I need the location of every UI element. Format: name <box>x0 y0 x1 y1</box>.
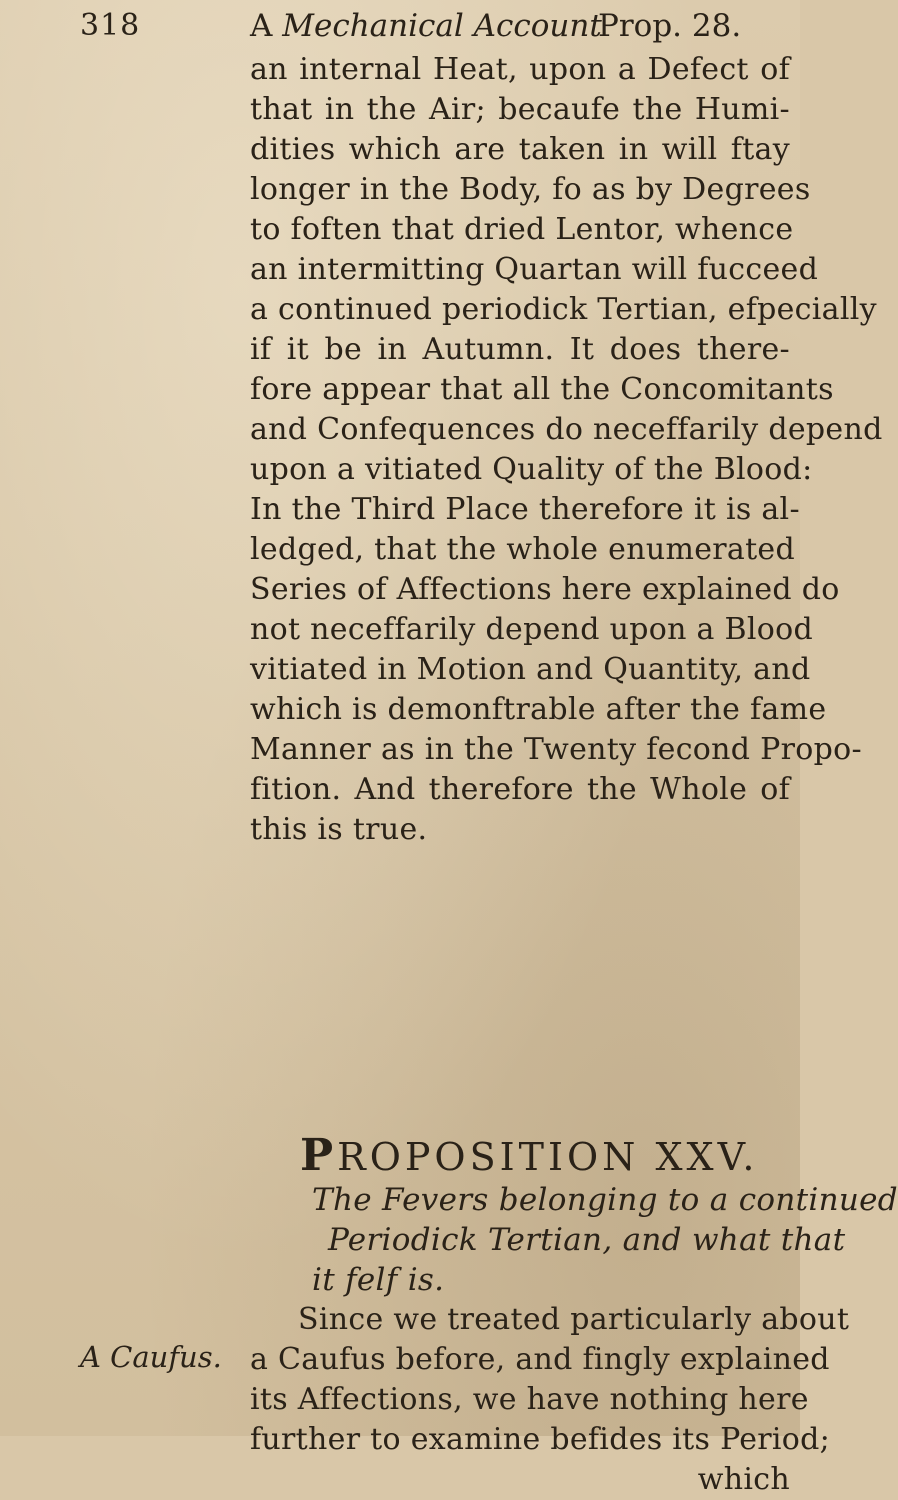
text-line: that in the Air; becaufe the Humi- <box>250 92 790 127</box>
text-line: dities which are taken in will ftay <box>250 132 790 167</box>
text-line: Since we treated particularly about <box>298 1302 850 1337</box>
text-line: In the Third Place therefore it is al- <box>250 492 800 527</box>
text-line: fition. And therefore the Whole of <box>250 772 790 807</box>
main-text-block <box>250 50 883 850</box>
subtitle-line: it felf is. <box>312 1262 445 1298</box>
text-line: Manner as in the Twenty fecond Propo- <box>250 732 862 767</box>
text-line: fore appear that all the Concomitants <box>250 372 834 407</box>
text-line: ledged, that the whole enumerated <box>250 532 795 567</box>
proposition-word: ROPOSITION <box>337 1135 640 1179</box>
text-line: Series of Affections here explained do <box>250 572 840 607</box>
proposition-reference: Prop. 28. <box>598 8 742 44</box>
proposition-initial: P <box>300 1130 338 1181</box>
text-line: a continued periodick Tertian, efpecially <box>250 292 877 327</box>
subtitle-line: The Fevers belonging to a continued <box>312 1182 898 1218</box>
subtitle-line: Periodick Tertian, and what that <box>328 1222 846 1258</box>
text-line: and Confequences do neceffarily depend <box>250 412 883 447</box>
text-line: further to examine befides its Period; <box>250 1422 831 1457</box>
text-line: upon a vitiated Quality of the Blood: <box>250 452 813 487</box>
catchword: which <box>697 1462 790 1497</box>
text-line: longer in the Body, fo as by Degrees <box>250 172 811 207</box>
text-line: if it be in Autumn. It does there- <box>250 332 790 367</box>
proposition-body <box>250 1300 850 1500</box>
running-head <box>250 8 602 44</box>
proposition-numeral: XXV. <box>655 1135 759 1179</box>
text-line: which is demonftrable after the fame <box>250 692 827 727</box>
running-head-lead: A <box>250 8 273 44</box>
text-line: an intermitting Quartan will fucceed <box>250 252 819 287</box>
text-line: a Caufus before, and fingly explained <box>250 1342 830 1377</box>
text-line: to foften that dried Lentor, whence <box>250 212 794 247</box>
text-line: not neceffarily depend upon a Blood <box>250 612 814 647</box>
page-number: 318 <box>80 8 141 43</box>
text-line: vitiated in Motion and Quantity, and <box>250 652 811 687</box>
text-line: its Affections, we have nothing here <box>250 1382 809 1417</box>
proposition-subtitle <box>290 1180 898 1300</box>
text-line: this is true. <box>250 812 428 847</box>
text-line: an internal Heat, upon a Defect of <box>250 52 790 87</box>
proposition-heading <box>300 1130 758 1181</box>
margin-note: A Caufus. <box>80 1340 222 1374</box>
running-head-title: Mechanical Account <box>282 8 602 44</box>
